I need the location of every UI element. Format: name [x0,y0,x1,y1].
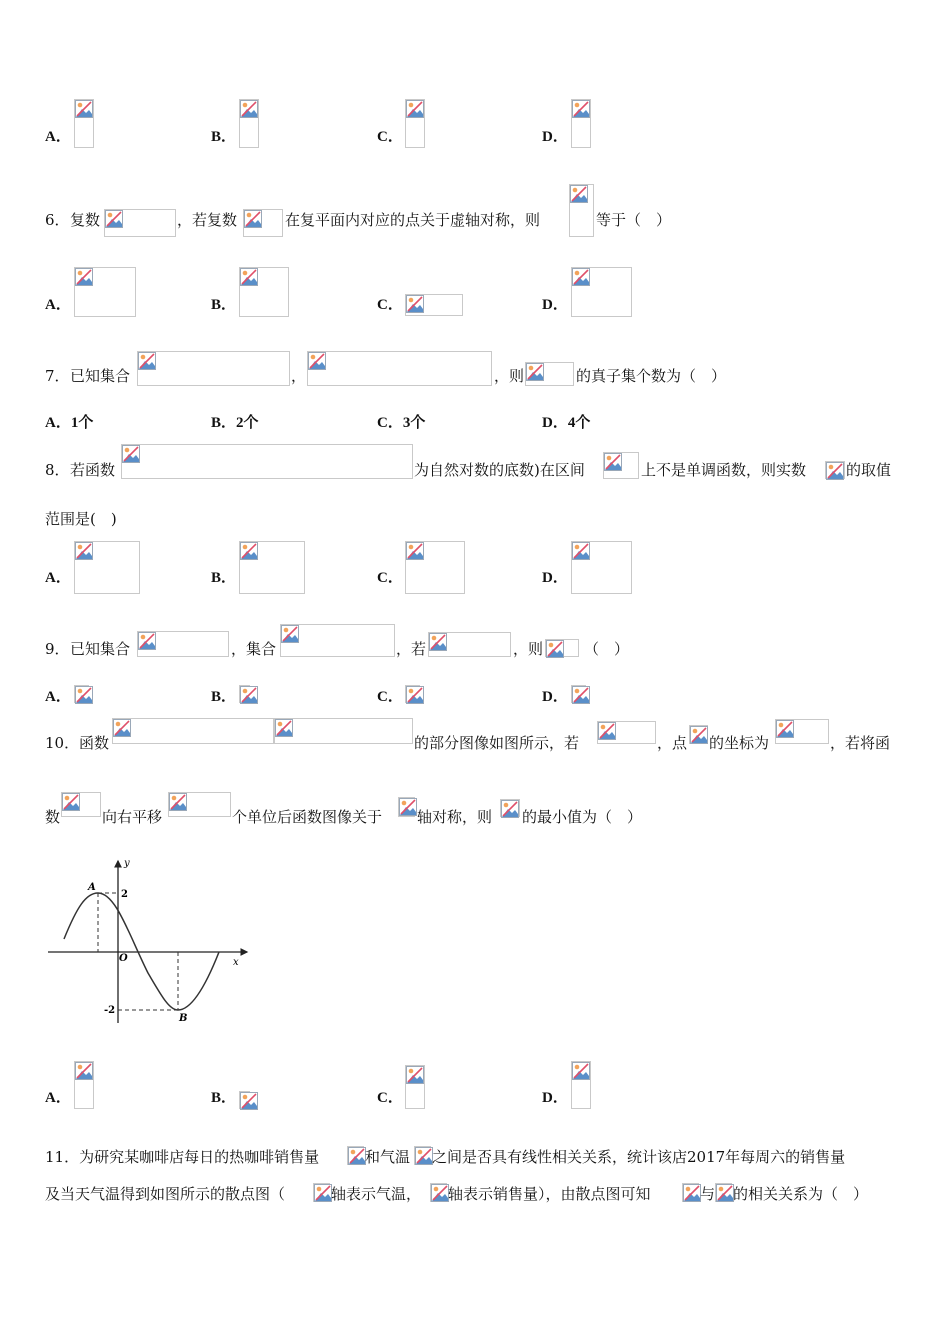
broken-image-icon [604,453,622,471]
q8-function [121,444,413,479]
point-a-label: A [88,882,96,893]
q9-option-b-image [239,685,250,703]
broken-image-icon [138,632,156,650]
broken-image-icon [75,268,93,286]
broken-image-icon [122,445,140,463]
q11-line2-b: 轴表示气温， [331,1185,422,1203]
q11-axis-x [313,1183,330,1202]
q8-option-c-image [405,541,465,594]
q9-option-a-image [74,685,89,703]
q6-option-d-image [571,267,632,317]
q11-line2-d: 与 [700,1185,716,1203]
q9-option-a: A． [45,689,71,705]
q5-option-d: D． [542,129,568,145]
q10-axis [398,797,415,817]
q9-set-a [137,631,229,657]
q6-text-1: 复数 [70,211,101,229]
q6-option-b: B． [211,297,237,313]
q5-option-b-image [239,99,259,148]
x-label: x [233,957,239,968]
q11-line1-c: 之间是否具有线性相关关系，统计该店2017年每周六的销售量 [432,1148,846,1166]
q7-expr [525,362,574,386]
q10-fn-ref [61,792,101,817]
q5-option-b: B． [211,129,237,145]
broken-image-icon [75,1062,93,1080]
broken-image-icon [598,722,616,740]
q10-sine-graph [44,855,254,1030]
broken-image-icon [314,1184,332,1202]
q8-text-2: 为自然对数的底数)在区间 [414,461,585,479]
broken-image-icon [105,210,123,228]
q6-text-2: ，若复数 [177,211,238,229]
q10-option-a-image [74,1061,94,1109]
broken-image-icon [406,1066,424,1084]
broken-image-icon [406,686,424,704]
broken-image-icon [75,686,93,704]
q7-set-b [307,351,492,386]
q8-option-b: B． [211,570,237,586]
broken-image-icon [169,793,187,811]
broken-image-icon [62,793,80,811]
broken-image-icon [546,640,564,658]
q8-text-1: 若函数 [70,461,116,479]
broken-image-icon [526,363,544,381]
broken-image-icon [348,1147,366,1165]
q10-text-2: 的部分图像如图所示，若 [414,734,580,752]
q9-text-3: ，若 [396,640,427,658]
q10-option-b-image [239,1091,250,1109]
q10-option-d: D． [542,1090,568,1106]
q10-text-9: 轴对称，则 [417,808,493,826]
q10-shift [168,792,231,817]
q9-option-b: B． [211,689,237,705]
tick-top-label: 2 [121,889,128,900]
q11-line2-e: 的相关关系为（ ） [733,1185,869,1203]
broken-image-icon [572,1062,590,1080]
q9-text-4: ，则 [513,640,544,658]
q7-text-3: ，则 [494,367,525,385]
q10-text-4: 的坐标为 [709,734,770,752]
q8-text-5: 范围是( ) [45,510,117,528]
q9-option-d-image [571,685,586,703]
broken-image-icon [572,100,590,118]
q11-line1-b: 和气温 [365,1148,411,1166]
q7-number: 7． [45,367,70,385]
q10-function-part2 [274,718,413,744]
q6-formula-z1 [104,209,176,237]
q5-option-c-image [405,99,425,148]
tick-bottom-label: -2 [104,1005,116,1016]
q8-var [825,461,845,479]
broken-image-icon [138,352,156,370]
q8-option-a-image [74,541,140,594]
broken-image-icon [826,462,844,480]
y-label: y [124,858,130,869]
q8-option-d-image [571,541,632,594]
broken-image-icon [75,542,93,560]
broken-image-icon [406,295,424,313]
broken-image-icon [415,1147,433,1165]
broken-image-icon [75,100,93,118]
q10-text-6: 数 [45,808,61,826]
q10-text-8: 个单位后函数图像关于 [232,808,383,826]
q9-expr [545,639,579,657]
origin-label: O [119,953,128,964]
broken-image-icon [776,720,794,738]
broken-image-icon [275,719,293,737]
q8-option-c: C． [377,570,403,586]
q9-text-2: ，集合 [231,640,277,658]
broken-image-icon [572,268,590,286]
q5-option-a: A． [45,129,71,145]
q6-option-a-image [74,267,136,317]
q11-var-y [347,1146,364,1165]
broken-image-icon [572,686,590,704]
q6-number: 6． [45,211,70,229]
q11-axis-y [430,1183,447,1202]
q6-text-3: 在复平面内对应的点关于虚轴对称，则 [285,211,541,229]
broken-image-icon [683,1184,701,1202]
q11-var-x [414,1146,431,1165]
q10-option-c-image [405,1065,425,1109]
q10-text-7: 向右平移 [102,808,163,826]
q7-option-b: B．2个 [211,415,259,431]
broken-image-icon [501,800,519,818]
q6-option-c: C． [377,297,403,313]
broken-image-icon [308,352,326,370]
q9-text-5: （ ） [584,640,630,658]
q10-option-d-image [571,1061,591,1109]
q9-option-c: C． [377,689,403,705]
broken-image-icon [406,100,424,118]
broken-image-icon [244,210,262,228]
point-b-label: B [179,1013,188,1024]
broken-image-icon [240,1092,258,1110]
q8-text-4: 的取值 [846,461,892,479]
q6-option-c-image [405,294,463,316]
broken-image-icon [240,686,258,704]
q7-text-1: 已知集合 [70,367,131,385]
q11-line2-text: 及当天气温得到如图所示的散点图（ [45,1185,286,1203]
q5-option-d-image [571,99,591,148]
q8-option-a: A． [45,570,71,586]
q7-text-2: ， [291,367,307,385]
q6-option-b-image [239,267,289,317]
broken-image-icon [690,726,708,744]
q6-text-4: 等于（ ） [596,211,672,229]
q8-option-d: D． [542,570,568,586]
q9-option-c-image [405,685,420,703]
broken-image-icon [399,798,417,816]
q10-number: 10． [45,734,80,752]
q7-option-c: C．3个 [377,415,426,431]
q8-number: 8． [45,461,70,479]
broken-image-icon [240,542,258,560]
q9-number: 9． [45,640,70,658]
broken-image-icon [572,542,590,560]
q10-point [689,725,708,744]
q11-line2-c: 轴表示销售量），由散点图可知 [448,1185,651,1203]
q7-option-a: A．1个 [45,415,94,431]
broken-image-icon [429,633,447,651]
q6-option-a: A． [45,297,71,313]
broken-image-icon [570,185,588,203]
q7-set-a [137,351,290,386]
broken-image-icon [431,1184,449,1202]
q10-text-5: ，若将函 [830,734,891,752]
q10-text-3: ，点 [657,734,688,752]
q9-text-1: 已知集合 [70,640,131,658]
q11-line1-text: 11．为研究某咖啡店每日的热咖啡销售量 [45,1148,320,1166]
q6-formula-expr [569,184,594,237]
broken-image-icon [240,268,258,286]
q10-text-1: 函数 [79,734,110,752]
broken-image-icon [113,719,131,737]
q6-option-d: D． [542,297,568,313]
q10-function-part1 [112,718,274,744]
q10-option-c: C． [377,1090,403,1106]
broken-image-icon [281,625,299,643]
q8-option-b-image [239,541,305,594]
q10-text-10: 的最小值为（ ） [522,808,643,826]
q10-coord [775,719,829,744]
q9-option-d: D． [542,689,568,705]
q10-condition [597,721,656,744]
q9-condition [428,632,511,657]
q8-text-3: 上不是单调函数，则实数 [641,461,807,479]
q6-formula-z2 [243,209,283,237]
broken-image-icon [240,100,258,118]
q5-option-c: C． [377,129,403,145]
q10-option-b: B． [211,1090,237,1106]
q7-option-d: D．4个 [542,415,591,431]
broken-image-icon [406,542,424,560]
q7-text-4: 的真子集个数为（ ） [576,367,727,385]
q11-rel-x [715,1183,732,1202]
q10-option-a: A． [45,1090,71,1106]
q9-set-b [280,624,395,657]
q8-interval [603,452,639,479]
q10-var [500,799,520,817]
broken-image-icon [716,1184,734,1202]
q5-option-a-image [74,99,94,148]
q11-rel-y [682,1183,699,1202]
